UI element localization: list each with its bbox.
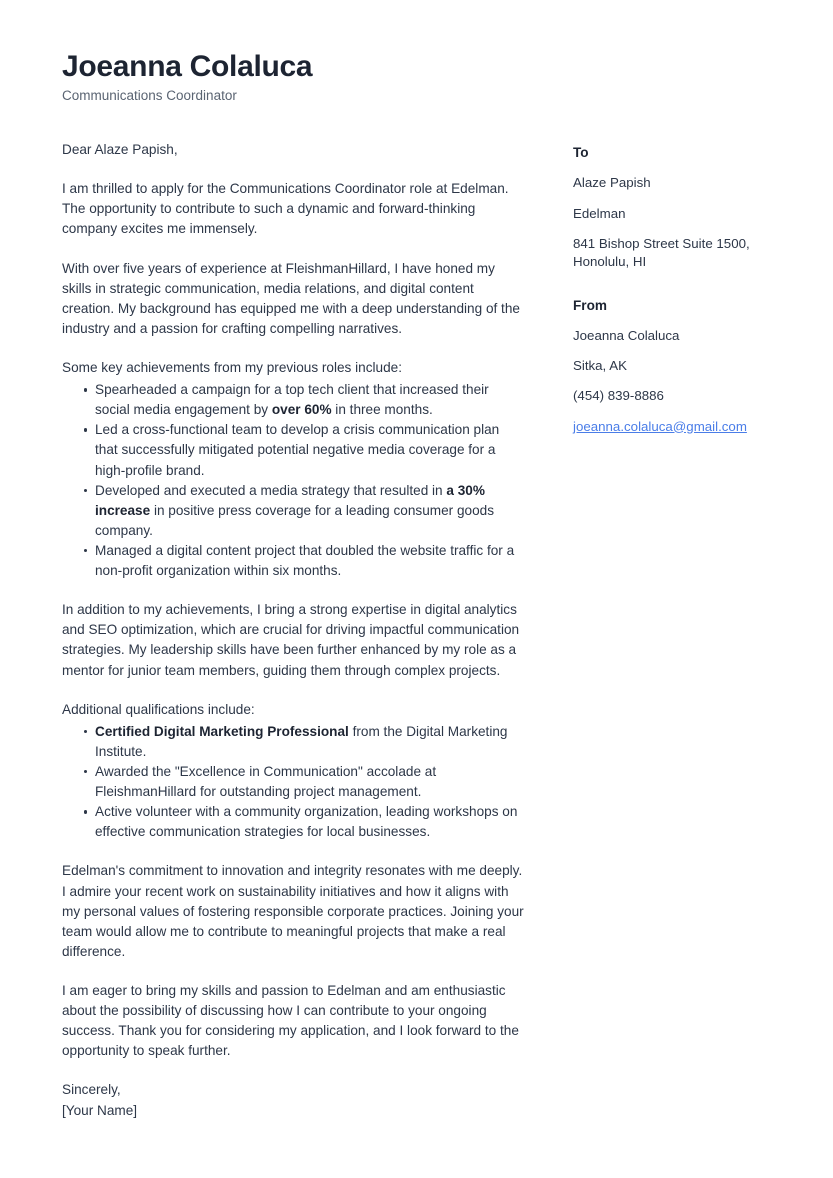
sender-phone: (454) 839-8886 bbox=[573, 388, 664, 404]
paragraph-intro: I am thrilled to apply for the Communications Coordinator role at Edelman. The opportunity to contribute to such a dynamic and forward-thinking company excites me immensely. bbox=[62, 181, 509, 237]
paragraph-company-fit: Edelman's commitment to innovation and integrity resonates with me deeply. I admire your recent work on sustainability initiatives and how it aligns with my personal values of fostering responsible corporate practices. Joining your team would allow me to contribute to meaningful projects that make a real difference. bbox=[62, 863, 524, 959]
recipient-block bbox=[573, 143, 773, 271]
letter-body-column bbox=[62, 140, 524, 1120]
list-item-emphasis: over 60% bbox=[271, 402, 332, 418]
letter-closing bbox=[62, 1080, 524, 1120]
list-item: Certified Digital Marketing Professional from the Digital Marketing Institute. bbox=[62, 722, 524, 762]
sender-heading: From bbox=[573, 297, 607, 313]
qualifications-list bbox=[62, 722, 524, 843]
recipient-name: Alaze Papish bbox=[573, 175, 651, 191]
sender-block bbox=[573, 296, 773, 436]
achievements-list bbox=[62, 380, 524, 581]
sender-name: Joeanna Colaluca bbox=[573, 327, 680, 343]
achievements-intro: Some key achievements from my previous roles include: bbox=[62, 360, 402, 376]
list-item-emphasis: a 30% increase bbox=[95, 482, 485, 518]
letter-meta-column bbox=[573, 140, 773, 436]
list-item: Awarded the "Excellence in Communication" accolade at FleishmanHillard for outstanding project management. bbox=[62, 762, 524, 802]
list-item-emphasis: Certified Digital Marketing Professional bbox=[95, 723, 349, 739]
paragraph-skills: In addition to my achievements, I bring a strong expertise in digital analytics and SEO optimization, which are crucial for driving impactful communication strategies. My leadership skills have been further enhanced by my role as a mentor for junior team members, guiding them through complex projects. bbox=[62, 602, 520, 678]
letter-columns bbox=[62, 140, 773, 1120]
list-item: Spearheaded a campaign for a top tech client that increased their social media engagement by over 60% in three months. bbox=[62, 380, 524, 420]
letter-header bbox=[62, 50, 773, 104]
qualifications-intro: Additional qualifications include: bbox=[62, 701, 255, 717]
list-item: Led a cross-functional team to develop a crisis communication plan that successfully mitigated potential negative media coverage for a high-profile brand. bbox=[62, 420, 524, 480]
signature-placeholder: [Your Name] bbox=[62, 1102, 138, 1118]
salutation: Dear Alaze Papish, bbox=[62, 142, 178, 158]
paragraph-conclusion: I am eager to bring my skills and passion to Edelman and am enthusiastic about the possibility of discussing how I can contribute to your ongoing success. Thank you for considering my application, and I look forward to the opportunity to speak further. bbox=[62, 982, 519, 1059]
recipient-company: Edelman bbox=[573, 205, 626, 221]
applicant-name: Joeanna Colaluca bbox=[62, 50, 313, 83]
sign-off: Sincerely, bbox=[62, 1082, 121, 1098]
recipient-heading: To bbox=[573, 145, 589, 161]
recipient-address: 841 Bishop Street Suite 1500, Honolulu, HI bbox=[573, 235, 750, 270]
sender-location: Sitka, AK bbox=[573, 357, 627, 373]
list-item: Managed a digital content project that doubled the website traffic for a non-profit organization within six months. bbox=[62, 541, 524, 581]
sender-email-line bbox=[573, 418, 773, 436]
applicant-role: Communications Coordinator bbox=[62, 87, 237, 103]
paragraph-experience: With over five years of experience at FleishmanHillard, I have honed my skills in strategic communication, media relations, and digital content creation. My background has equipped me with a deep understanding of the industry and a passion for crafting compelling narratives. bbox=[62, 260, 520, 336]
list-item: Active volunteer with a community organization, leading workshops on effective communication strategies for local businesses. bbox=[62, 802, 524, 842]
sender-email-link[interactable]: joeanna.colaluca@gmail.com bbox=[573, 418, 747, 434]
list-item: Developed and executed a media strategy that resulted in a 30% increase in positive press coverage for a leading consumer goods company. bbox=[62, 481, 524, 541]
